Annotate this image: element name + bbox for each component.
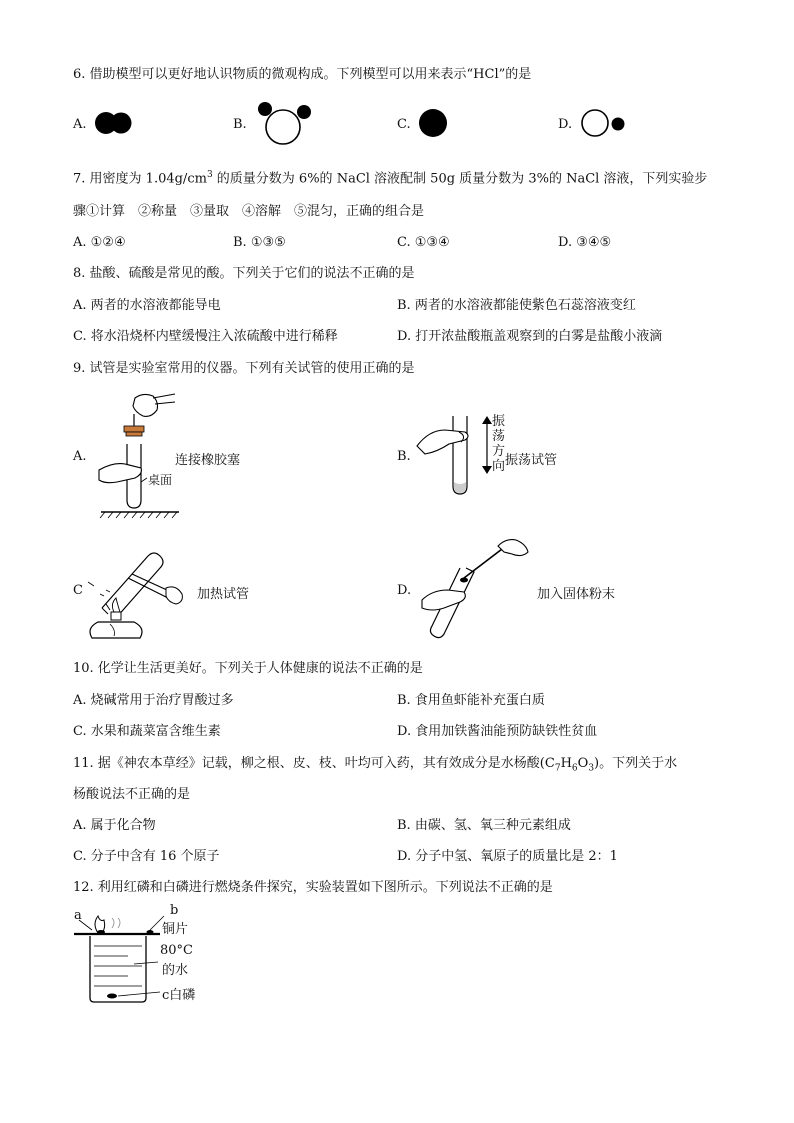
q7-stem-line2: 骤①计算 ②称量 ③量取 ④溶解 ⑤混匀，正确的组合是	[73, 204, 425, 219]
molecule-model-b-figure	[255, 100, 317, 146]
adding-powder-figure	[414, 538, 534, 642]
q12-label-copper: 铜片	[162, 922, 189, 937]
q7-option-a: A. ①②④	[73, 235, 126, 250]
heating-tube-figure	[80, 538, 192, 642]
q9-option-c-letter: C	[73, 583, 83, 598]
q12-label-water: 的水	[162, 963, 189, 978]
q9-option-b-label: 振荡试管	[505, 453, 558, 468]
q12-label-white-phosphorus: c白磷	[162, 988, 196, 1003]
q9-option-d-label: 加入固体粉末	[537, 587, 616, 602]
q9-desk-label: 桌面	[148, 473, 173, 487]
stopper-connection-figure	[95, 392, 185, 520]
q7-option-c: C. ①③④	[397, 235, 450, 250]
q12-label-a: a	[74, 908, 82, 923]
q10-option-d: D. 食用加铁酱油能预防缺铁性贫血	[397, 724, 598, 739]
q8-option-d: D. 打开浓盐酸瓶盖观察到的白雾是盐酸小液滴	[397, 329, 663, 344]
q8-stem: 8. 盐酸、硫酸是常见的酸。下列关于它们的说法不正确的是	[73, 266, 415, 281]
q9-option-b-letter: B.	[397, 449, 411, 464]
q9-shake-direction-label: 振 荡 方 向	[492, 414, 506, 474]
q8-option-b: B. 两者的水溶液都能使紫色石蕊溶液变红	[397, 298, 636, 313]
q8-option-a: A. 两者的水溶液都能导电	[73, 298, 221, 313]
atom-model-c-figure	[416, 108, 452, 138]
q7-option-d: D. ③④⑤	[558, 235, 612, 250]
q9-option-d-letter: D.	[397, 583, 412, 598]
q8-option-c: C. 将水沿烧杯内壁缓慢注入浓硫酸中进行稀释	[73, 329, 338, 344]
q12-label-b: b	[170, 903, 179, 918]
q9-option-a-letter: A.	[73, 449, 87, 464]
q12-stem: 12. 利用红磷和白磷进行燃烧条件探究，实验装置如下图所示。下列说法不正确的是	[73, 880, 553, 895]
q11-stem-line1: 11. 据《神农本草经》记载，柳之根、皮、枝、叶均可入药，其有效成分是水杨酸$(C_7H_6O_3)$。下列关于水	[73, 756, 678, 774]
hcl-model-d-figure	[580, 108, 628, 138]
q6-option-a: A.	[73, 117, 87, 132]
q11-option-c: C. 分子中含有 16 个原子	[73, 849, 220, 864]
q10-option-c: C. 水果和蔬菜富含维生素	[73, 724, 221, 739]
q6-stem: 6. 借助模型可以更好地认识物质的微观构成。下列模型可以用来表示“HCl”的是	[73, 67, 532, 82]
q7-stem-line1: 7. 用密度为 $1.04g/cm^3$ 的质量分数为 6%的 NaCl 溶液配制 50g 质量分数为 3%的 NaCl 溶液，下列实验步	[73, 170, 708, 187]
q11-option-b: B. 由碳、氢、氧三种元素组成	[397, 818, 571, 833]
q9-option-a-label: 连接橡胶塞	[175, 453, 241, 468]
q11-option-d: D. 分子中氢、氧原子的质量比是 2：1	[397, 849, 618, 864]
q10-stem: 10. 化学让生活更美好。下列关于人体健康的说法不正确的是	[73, 661, 423, 676]
q11-option-a: A. 属于化合物	[73, 818, 156, 833]
q12-label-temperature: 80°C	[160, 943, 193, 958]
q10-option-b: B. 食用鱼虾能补充蛋白质	[397, 693, 545, 708]
q6-option-d: D.	[558, 117, 573, 132]
q9-stem: 9. 试管是实验室常用的仪器。下列有关试管的使用正确的是	[73, 361, 415, 376]
shaking-tube-figure	[415, 412, 487, 498]
q6-option-c: C.	[397, 117, 411, 132]
hcl-model-a-figure	[94, 110, 138, 136]
q7-option-b: B. ①③⑤	[233, 235, 286, 250]
q11-stem-line2: 杨酸说法不正确的是	[73, 787, 191, 802]
q9-option-c-label: 加热试管	[197, 587, 250, 602]
q10-option-a: A. 烧碱常用于治疗胃酸过多	[73, 693, 234, 708]
q6-option-b: B.	[233, 117, 247, 132]
